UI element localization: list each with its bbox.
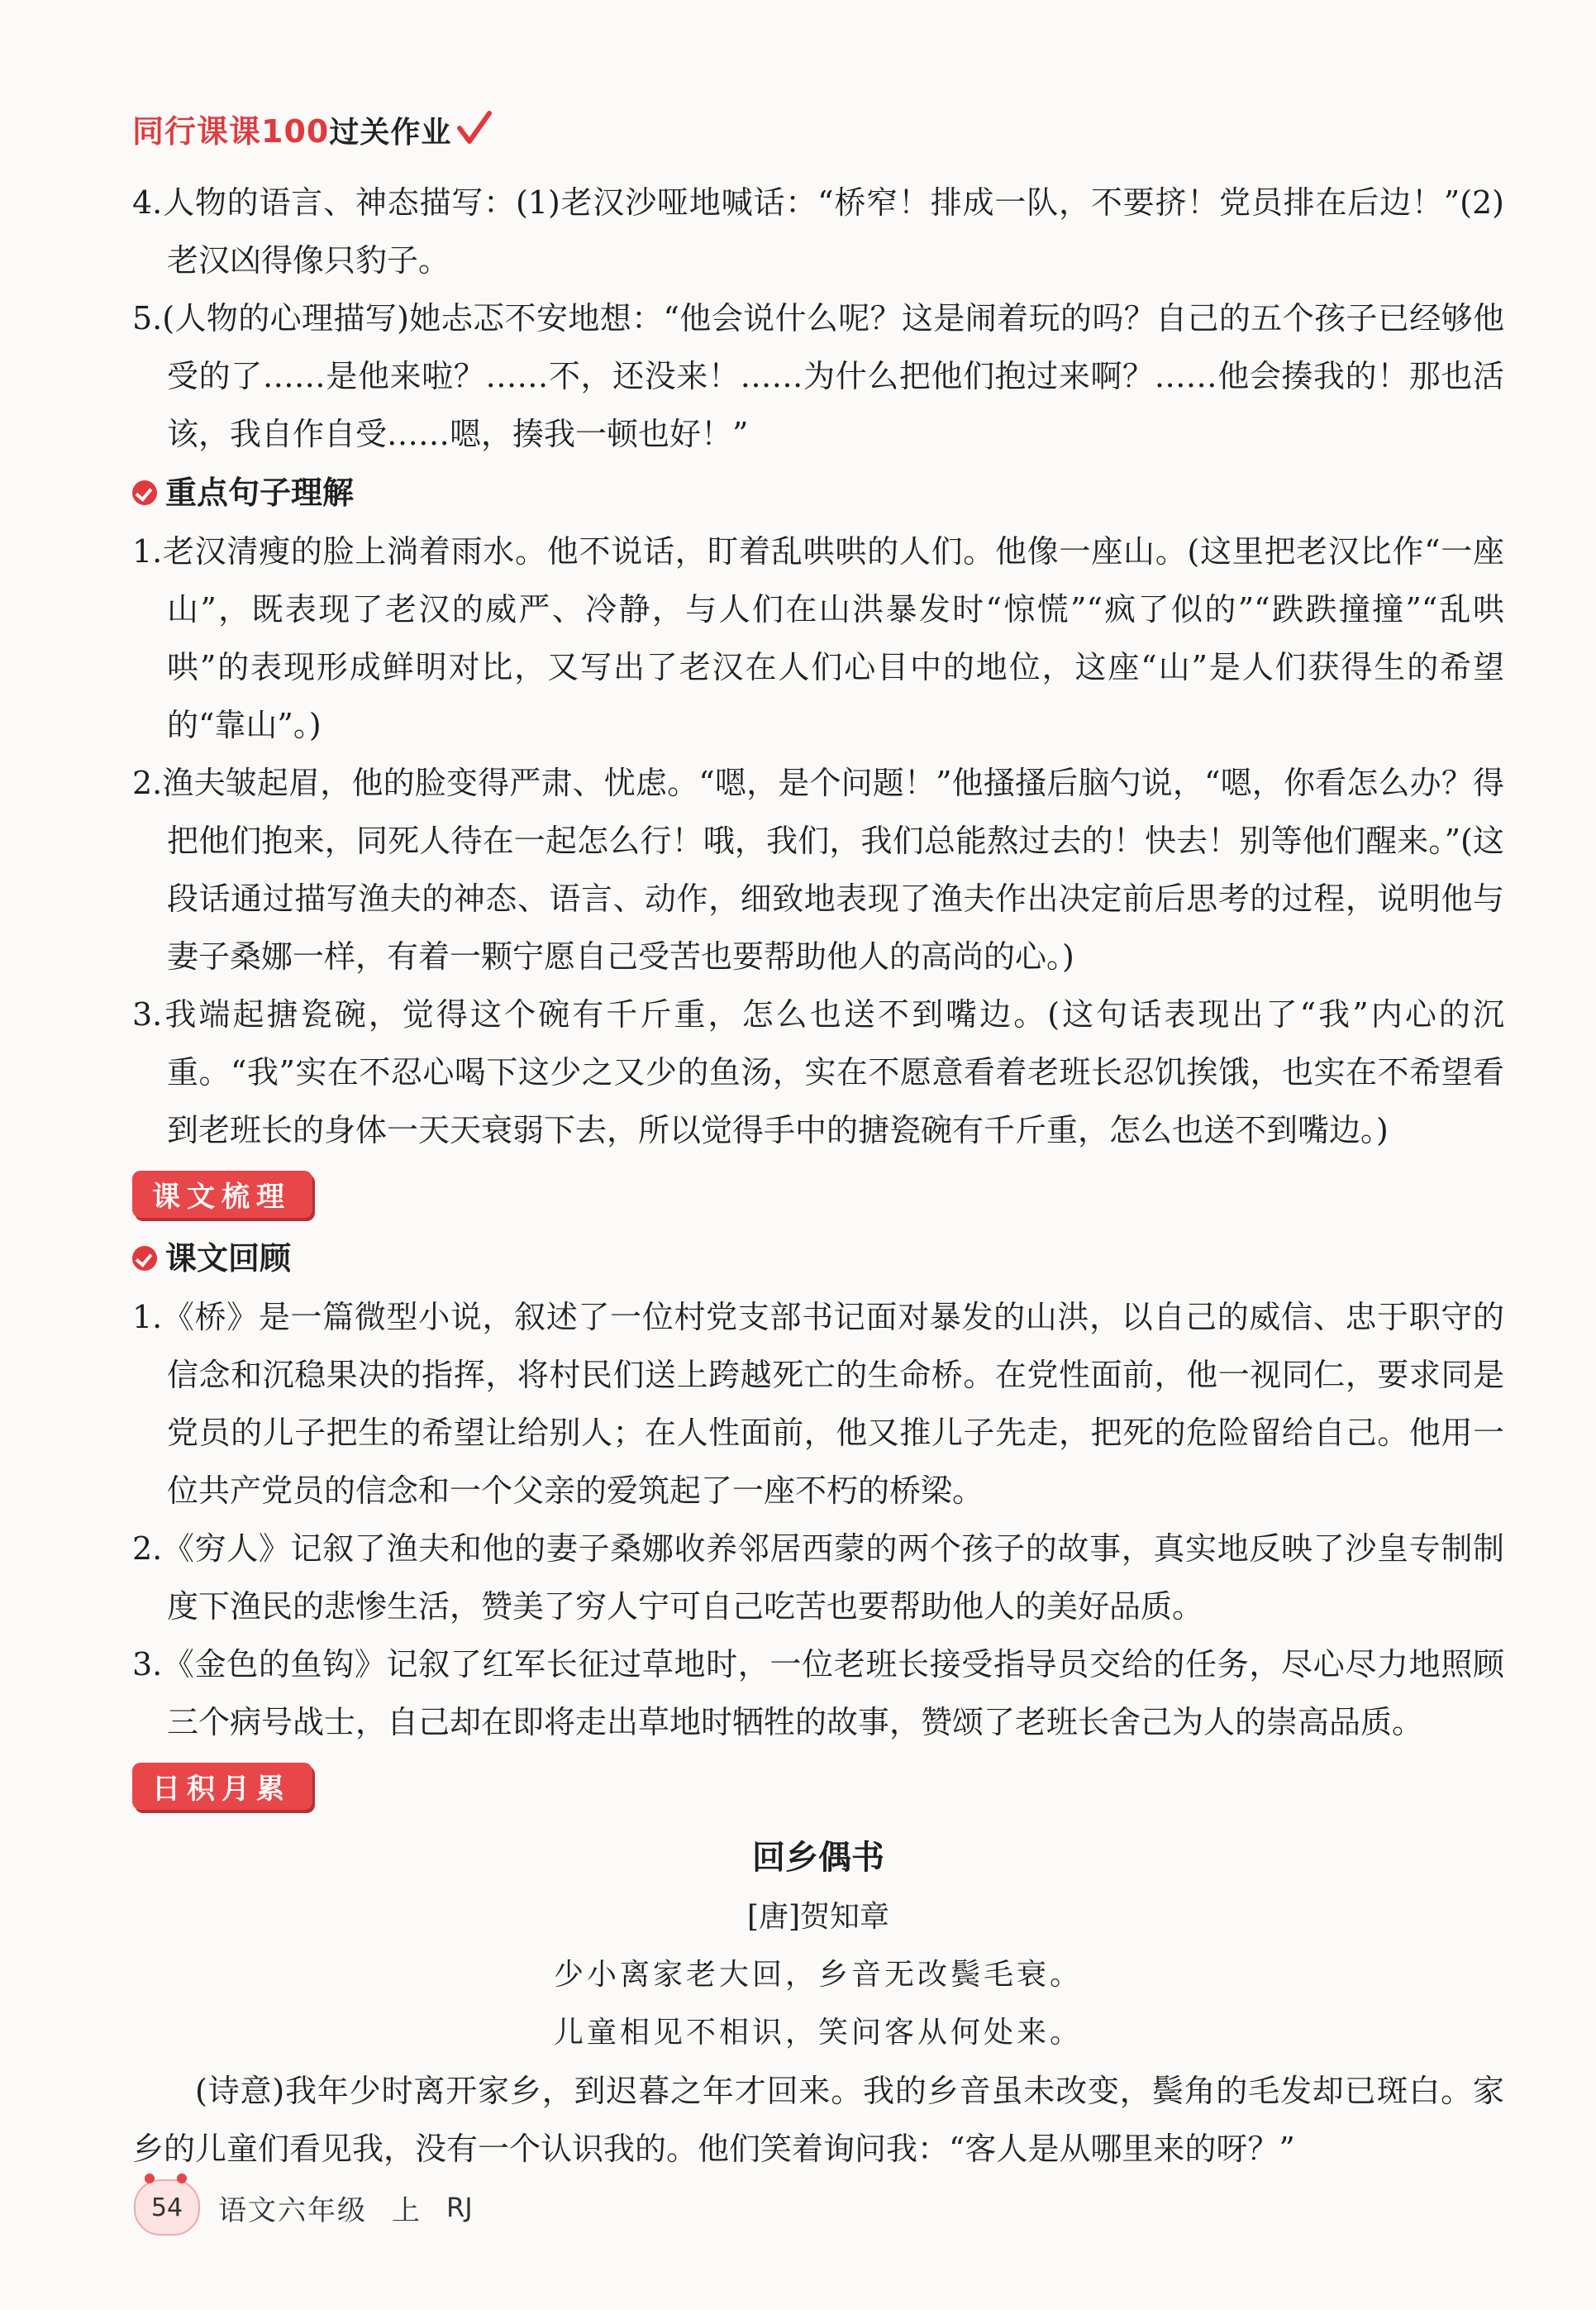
page-number: 54	[150, 2193, 183, 2222]
banner-label: 日积月累	[132, 1763, 312, 1810]
list-item: 3.《金色的鱼钩》记叙了红军长征过草地时，一位老班长接受指导员交给的任务，尽心尽力地照顾三个病号战士，自己却在即将走出草地时牺牲的故事，赞颂了老班长舍己为人的崇高品质。	[132, 1646, 1504, 1740]
list-item: 2.《穷人》记叙了渔夫和他的妻子桑娜收养邻居西蒙的两个孩子的故事，真实地反映了沙皇专制制度下渔民的悲惨生活，赞美了穷人宁可自己吃苦也要帮助他人的美好品质。	[132, 1530, 1504, 1625]
section-heading	[132, 1229, 1504, 1288]
section-title: 课文回顾	[165, 1240, 292, 1277]
banner-label: 课文梳理	[132, 1171, 312, 1218]
list-item: 1.老汉清瘦的脸上淌着雨水。他不说话，盯着乱哄哄的人们。他像一座山。(这里把老汉比作“一座山”，既表现了老汉的威严、冷静，与人们在山洪暴发时“惊慌”“疯了似的”“跌跌撞撞”“乱哄哄”的表现形成鲜明对比，又写出了老汉在人们心目中的地位，这座“山”是人们获得生的希望的“靠山”。)	[132, 533, 1504, 743]
page-header	[132, 99, 493, 157]
list-item: 2.渔夫皱起眉，他的脸变得严肃、忧虑。“嗯，是个问题！”他搔搔后脑勺说，“嗯，你看怎么办？得把他们抱来，同死人待在一起怎么行！哦，我们，我们总能熬过去的！快去！别等他们醒来。”(这段话通过描写渔夫的神态、语言、动作，细致地表现了渔夫作出决定前后思考的过程，说明他与妻子桑娜一样，有着一颗宁愿自己受苦也要帮助他人的高尚的心。)	[132, 765, 1504, 975]
page-content	[132, 174, 1504, 2178]
list-item: 5.(人物的心理描写)她忐忑不安地想：“他会说什么呢？这是闹着玩的吗？自己的五个孩子已经够他受的了……是他来啦？……不，还没来！……为什么把他们抱过来啊？……他会揍我的！那也活该，我自作自受……嗯，揍我一顿也好！”	[132, 300, 1504, 452]
page-number-badge	[134, 2169, 200, 2236]
poem-author: [唐]贺知章	[746, 1900, 890, 1934]
list-item: 3.我端起搪瓷碗，觉得这个碗有千斤重，怎么也送不到嘴边。(这句话表现出了“我”内心的沉重。“我”实在不忍心喝下这少之又少的鱼汤，实在不愿意看着老班长忍饥挨饿，也实在不希望看到老班长的身体一天天衰弱下去，所以觉得手中的搪瓷碗有千斤重，怎么也送不到嘴边。)	[132, 996, 1504, 1148]
poem-line: 儿童相见不相识，笑问客从何处来。	[553, 2016, 1083, 2050]
poem-line: 少小离家老大回，乡音无改鬓毛衰。	[553, 1958, 1083, 1992]
list-item: 4.人物的语言、神态描写：(1)老汉沙哑地喊话：“桥窄！排成一队，不要挤！党员排在后边！”(2)老汉凶得像只豹子。	[132, 184, 1504, 279]
check-circle-icon	[132, 480, 157, 505]
footer-edition: RJ	[446, 2192, 473, 2223]
check-icon	[456, 110, 493, 146]
check-circle-icon	[132, 1246, 157, 1271]
footer-term: 上	[392, 2193, 420, 2227]
footer-subject: 语文六年级	[218, 2193, 367, 2227]
brand-subtitle: 过关作业	[329, 115, 452, 150]
brand-name: 同行课课100	[132, 112, 330, 150]
section-heading	[132, 463, 1504, 523]
decoration-icon: ● ●	[144, 2169, 197, 2185]
poem-title: 回乡偶书	[752, 1839, 884, 1877]
poem-meaning: (诗意)我年少时离开家乡，到迟暮之年才回来。我的乡音虽未改变，鬓角的毛发却已斑白。家乡的儿童们看见我，没有一个认识我的。他们笑着询问我：“客人是从哪里来的呀？”	[132, 2073, 1504, 2167]
list-item: 1.《桥》是一篇微型小说，叙述了一位村党支部书记面对暴发的山洪，以自己的威信、忠于职守的信念和沉稳果决的指挥，将村民们送上跨越死亡的生命桥。在党性面前，他一视同仁，要求同是党员的儿子把生的希望让给别人；在人性面前，他又推儿子先走，把死的危险留给自己。他用一位共产党员的信念和一个父亲的爱筑起了一座不朽的桥梁。	[132, 1299, 1504, 1509]
section-title: 重点句子理解	[165, 475, 355, 511]
section-banner	[132, 1159, 1504, 1229]
section-banner	[132, 1751, 1504, 1821]
brand-title	[132, 106, 451, 151]
page-footer	[134, 2169, 473, 2241]
